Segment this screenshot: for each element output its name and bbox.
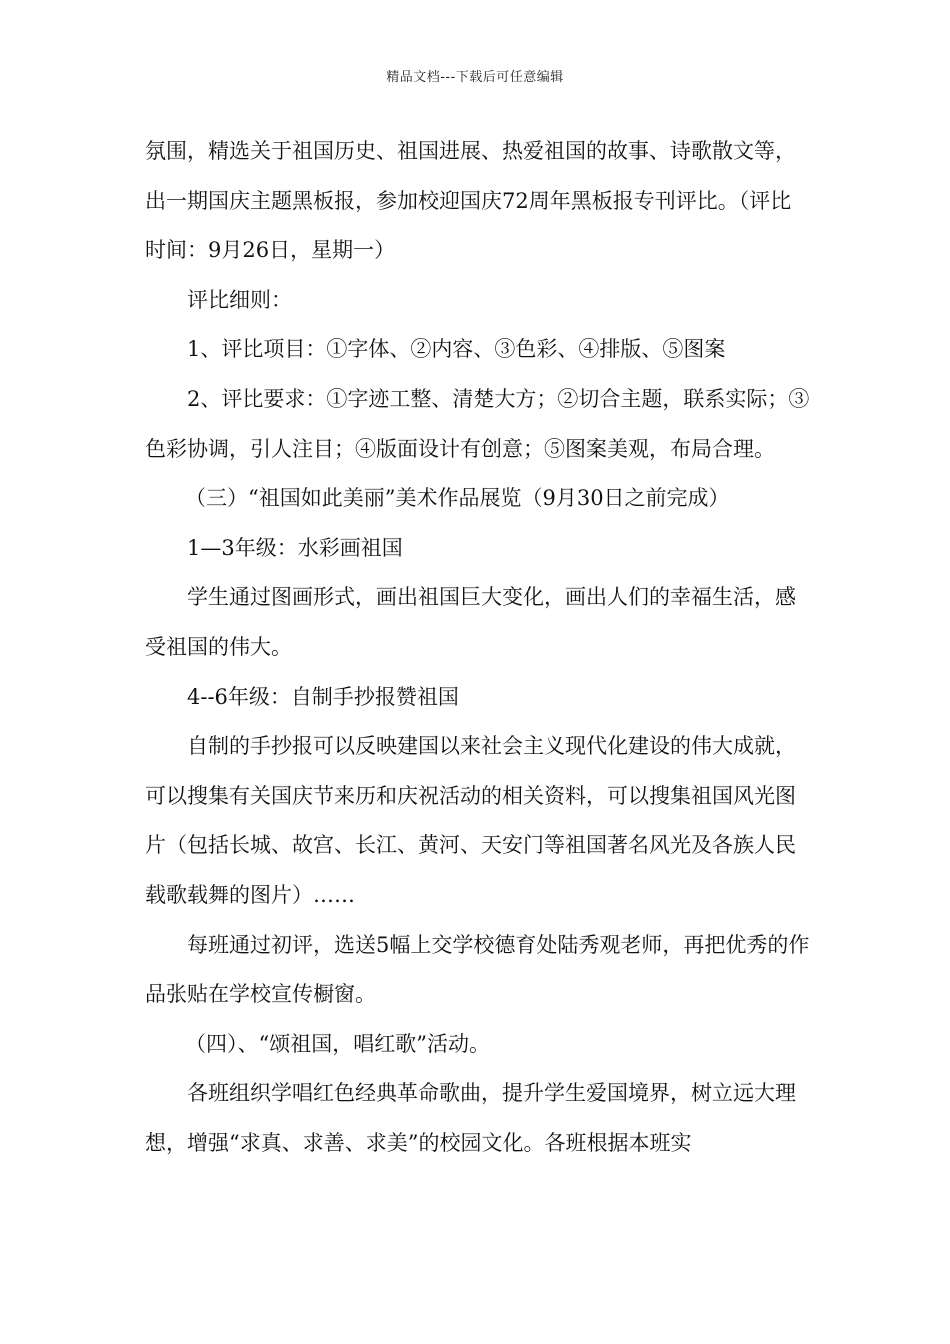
paragraph: 学生通过图画形式，画出祖国巨大变化，画出人们的幸福生活，感受祖国的伟大。 xyxy=(145,585,796,659)
document-body xyxy=(145,127,810,1168)
paragraph: 自制的手抄报可以反映建国以来社会主义现代化建设的伟大成就，可以搜集有关国庆节来历和庆祝活动的相关资料，可以搜集祖国风光图片（包括长城、故宫、长江、黄河、天安门等祖国著名风光及各族人民载歌载舞的图片）…… xyxy=(145,734,796,907)
section-heading: （三）“祖国如此美丽”美术作品展览（9月30日之前完成） xyxy=(185,486,730,511)
page-header: 精品文档---下载后可任意编辑 xyxy=(386,70,564,85)
paragraph: 4--6年级：自制手抄报赞祖国 xyxy=(187,684,459,709)
paragraph: 各班组织学唱红色经典革命歌曲，提升学生爱国境界，树立远大理想，增强“求真、求善、求美”的校园文化。各班根据本班实 xyxy=(145,1081,796,1155)
paragraph: 1、评比项目：①字体、②内容、③色彩、④排版、⑤图案 xyxy=(187,337,726,362)
paragraph: 2、评比要求：①字迹工整、清楚大方；②切合主题，联系实际；③色彩协调，引人注目；④版面设计有创意；⑤图案美观，布局合理。 xyxy=(145,386,810,461)
paragraph: 1—3年级：水彩画祖国 xyxy=(187,535,403,560)
section-heading: （四）、“颂祖国，唱红歌”活动。 xyxy=(185,1031,490,1056)
paragraph: 氛围，精选关于祖国历史、祖国进展、热爱祖国的故事、诗歌散文等，出一期国庆主题黑板报，参加校迎国庆72周年黑板报专刊评比。（评比时间：9月26日，星期一） xyxy=(145,139,796,263)
paragraph: 每班通过初评，选送5幅上交学校德育处陆秀观老师，再把优秀的作品张贴在学校宣传橱窗。 xyxy=(145,932,810,1007)
paragraph: 评比细则： xyxy=(187,287,292,312)
